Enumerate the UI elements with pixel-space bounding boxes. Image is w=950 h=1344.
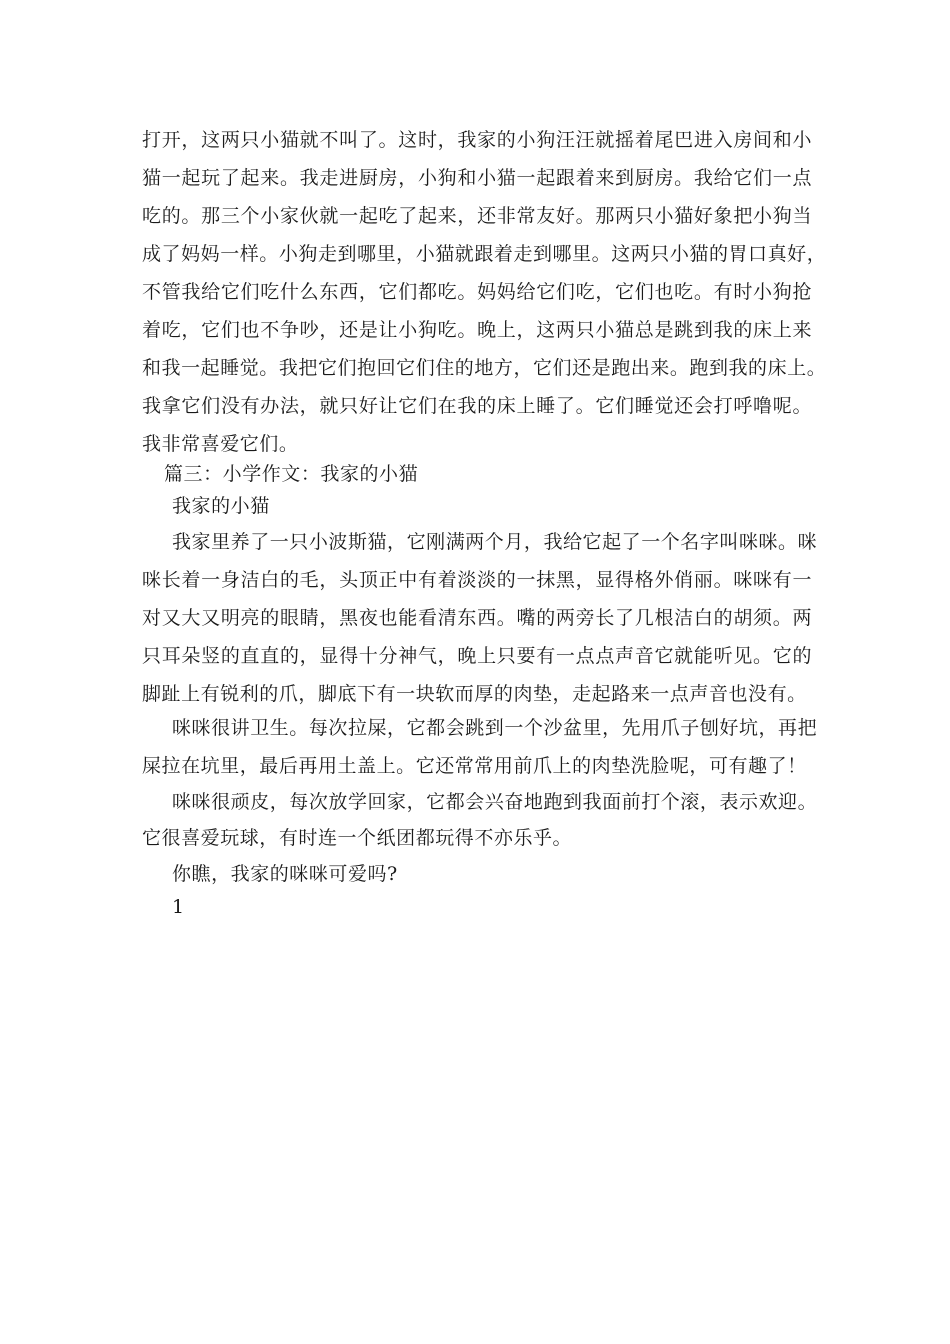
- text-line: 着吃，它们也不争吵，还是让小狗吃。晚上，这两只小猫总是跳到我的床上来: [142, 319, 812, 341]
- text-line: 只耳朵竖的直直的，显得十分神气，晚上只要有一点点声音它就能听见。它的: [142, 645, 812, 667]
- text-line: 咪咪很顽皮，每次放学回家，它都会兴奋地跑到我面前打个滚，表示欢迎。: [172, 791, 818, 813]
- text-line: 我拿它们没有办法，就只好让它们在我的床上睡了。它们睡觉还会打呼噜呢。: [142, 395, 812, 417]
- text-line: 脚趾上有锐利的爪，脚底下有一块软而厚的肉垫，走起路来一点声音也没有。: [142, 683, 807, 705]
- text-line: 咪长着一身洁白的毛，头顶正中有着淡淡的一抹黑，显得格外俏丽。咪咪有一: [142, 569, 812, 591]
- text-line: 我家里养了一只小波斯猫，它刚满两个月，我给它起了一个名字叫咪咪。咪: [172, 531, 818, 553]
- text-line: 猫一起玩了起来。我走进厨房，小狗和小猫一起跟着来到厨房。我给它们一点: [142, 167, 812, 189]
- text-line: 成了妈妈一样。小狗走到哪里，小猫就跟着走到哪里。这两只小猫的胃口真好，: [142, 243, 827, 265]
- text-line: 咪咪很讲卫生。每次拉屎，它都会跳到一个沙盆里，先用爪子刨好坑，再把: [172, 717, 818, 739]
- text-line: 吃的。那三个小家伙就一起吃了起来，还非常友好。那两只小猫好象把小狗当: [142, 205, 812, 227]
- closing-line: 你瞧，我家的咪咪可爱吗?: [172, 863, 398, 885]
- text-line: 屎拉在坑里，最后再用土盖上。它还常常用前爪上的肉垫洗脸呢，可有趣了！: [142, 755, 807, 777]
- section-heading: 篇三：小学作文：我家的小猫: [164, 463, 419, 485]
- text-line: 和我一起睡觉。我把它们抱回它们住的地方，它们还是跑出来。跑到我的床上。: [142, 357, 827, 379]
- page-number: 1: [172, 896, 185, 918]
- text-line: 它很喜爱玩球，有时连一个纸团都玩得不亦乐乎。: [142, 827, 573, 849]
- essay-title: 我家的小猫: [172, 495, 270, 517]
- text-line: 不管我给它们吃什么东西，它们都吃。妈妈给它们吃，它们也吃。有时小狗抢: [142, 281, 812, 303]
- text-line: 我非常喜爱它们。: [142, 433, 299, 455]
- text-line: 打开，这两只小猫就不叫了。这时，我家的小狗汪汪就摇着尾巴进入房间和小: [142, 129, 812, 151]
- text-line: 对又大又明亮的眼睛，黑夜也能看清东西。嘴的两旁长了几根洁白的胡须。两: [142, 607, 812, 629]
